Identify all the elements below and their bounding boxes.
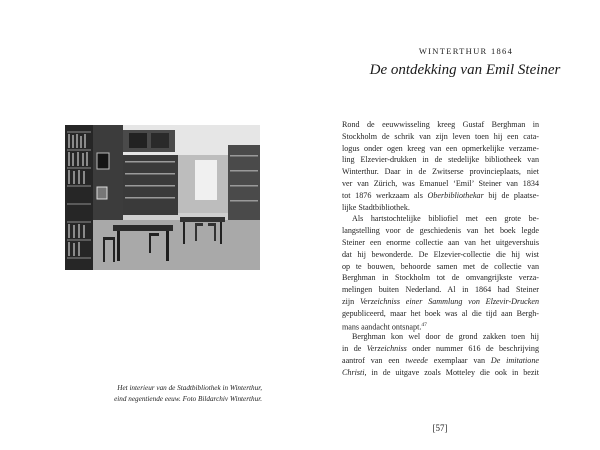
- text-run: onder nummer 616 de beschrijving: [406, 344, 539, 354]
- italic-title-verzeichniss: Verzeichniss einer Sammlung von Elzevir-Drucken: [359, 296, 539, 306]
- text-run: exemplaar van: [427, 355, 491, 365]
- text-run: zijn: [342, 296, 360, 306]
- text-line: op te bouwen, behoorde samen met de collectie van: [342, 261, 539, 271]
- text-run: bij de plaatse-: [483, 190, 539, 200]
- text-line: dat hij bewonderde. De Elzevier-collectie die hij wist: [342, 249, 539, 259]
- italic-term-verzeichniss: Verzeichniss: [366, 344, 407, 354]
- text-run: mans aandacht ontsnapt.: [342, 322, 422, 332]
- page-number: [57]: [432, 423, 448, 433]
- text-line: langstelling voor de geschiedenis van het boek legde: [342, 226, 539, 236]
- text-line: Berghman in Stockholm tot de omvangrijkste verza-: [342, 273, 539, 283]
- text-run: aantrof van een: [342, 355, 406, 365]
- text-line: Als hartstochtelijke bibliofiel met een grote be-: [352, 214, 539, 224]
- text-line: Steiner een enorme collectie aan van het uitgevershuis: [342, 237, 539, 247]
- text-line: Stockholm de schrik van zijn leven toen hij een cata-: [342, 131, 539, 141]
- body-text: [342, 119, 539, 379]
- italic-title-imitatione: De imitatione: [490, 355, 539, 365]
- text-line: [342, 296, 539, 308]
- caption-line: eind negentiende eeuw. Foto Bildarchiv Winterthur.: [114, 394, 262, 403]
- text-line: Berghman kon wel door de grond zakken toen hij: [352, 332, 539, 342]
- text-line: [342, 190, 539, 202]
- text-line: [342, 355, 539, 367]
- text-line: ver van Zürich, was Emanuel ‘Emil’ Steiner van 1834: [342, 178, 539, 188]
- text-run: in de: [342, 344, 367, 354]
- photo-caption: [84, 383, 262, 404]
- library-interior-photo: [65, 125, 260, 270]
- footnote-marker[interactable]: 47: [421, 321, 427, 328]
- text-line: [342, 320, 539, 332]
- text-line: Rond de eeuwwisseling kreeg Gustaf Berghman in: [342, 120, 539, 129]
- text-line: [342, 343, 539, 355]
- chapter-title: De ontdekking van Emil Steiner: [369, 62, 561, 78]
- italic-title-christi: Christi: [342, 367, 365, 377]
- text-line: Winterthur. Daar in de Zwitserse provincieplaats, niet: [342, 167, 539, 177]
- text-line: logus onder ogen kreeg van een opmerkelijke verzame-: [342, 143, 539, 153]
- caption-line: Het interieur van de Stadtbibliothek in Winterthur,: [117, 384, 262, 392]
- text-line: lijke Stadtbibliothek.: [342, 202, 410, 212]
- italic-term-oberbibliothekar: Oberbibliothekar: [427, 190, 484, 200]
- text-line: melingen buiten Nederland. Al in 1864 had Steiner: [342, 285, 539, 295]
- text-line: ling Elzevier-drukken in de stedelijke bibliotheek van: [342, 155, 539, 165]
- text-line: [342, 367, 539, 379]
- text-line: gepubliceerd, maar het boek was al die tijd aan Bergh-: [342, 308, 539, 318]
- italic-term-tweede: tweede: [405, 355, 428, 365]
- text-run: tot 1876 werkzaam als: [342, 190, 428, 200]
- text-run: , in de uitgave zoals Motteley die ook in bezit: [364, 367, 539, 377]
- running-head: WINTERTHUR 1864: [418, 46, 514, 56]
